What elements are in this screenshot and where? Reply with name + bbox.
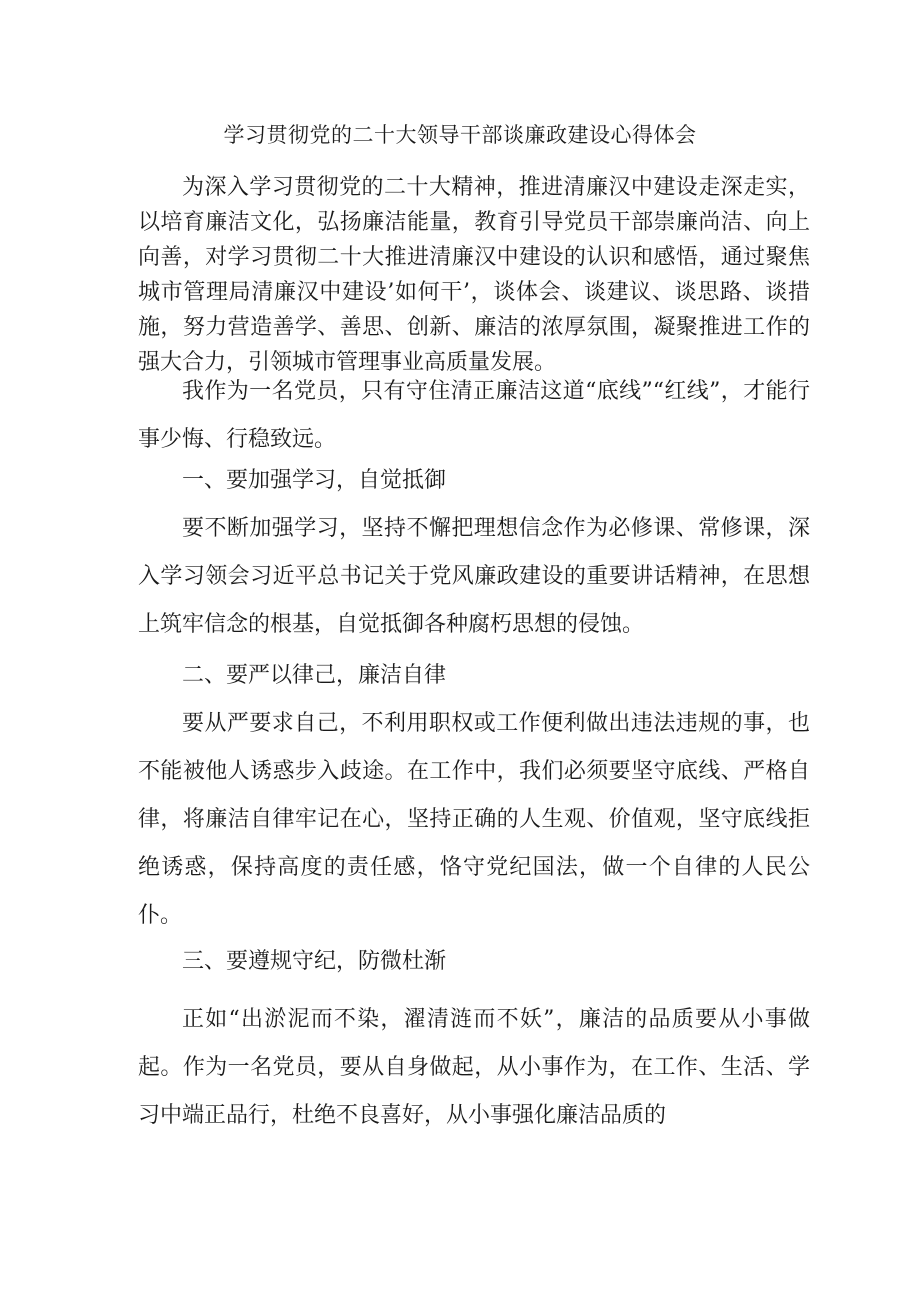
document-title: 学习贯彻党的二十大领导干部谈廉政建设心得体会: [223, 123, 697, 147]
body-paragraph-3: 要从严要求自己，不利用职权或工作便利做出违法违规的事，也不能被他人诱惑步入歧途。在工作中，我们必须要坚守底线、严格自律，将廉洁自律牢记在心，坚持正确的人生观、价值观，坚守底线拒绝诱惑，保持高度的责任感，恪守党纪国法，做一个自律的人民公仆。: [138, 711, 810, 928]
body-paragraph-4: 正如“出淤泥而不染，濯清涟而不妖”，廉洁的品质要从小事做起。作为一名党员，要从自身做起，从小事作为，在工作、生活、学习中端正品行，杜绝不良喜好，从小事强化廉洁品质的: [138, 1007, 810, 1128]
body-paragraph-2: 要不断加强学习，坚持不懈把理想信念作为必修课、常修课，深入学习领会习近平总书记关于党风廉政建设的重要讲话精神，在思想上筑牢信念的根基，自觉抵御各种腐朽思想的侵蚀。: [138, 516, 810, 637]
section-heading-3: 三、要遵规守纪，防微杜渐: [182, 949, 447, 974]
intro-paragraph: 为深入学习贯彻党的二十大精神，推进清廉汉中建设走深走实，以培育廉洁文化，弘扬廉洁能量，教育引导党员干部崇廉尚洁、向上向善，对学习贯彻二十大推进清廉汉中建设的认识和感悟，通过聚焦城市管理局清廉汉中建设’如何干’，谈体会、谈建议、谈思路、谈措施，努力营造善学、善思、创新、廉洁的浓厚氛围，凝聚推进工作的强大合力，引领城市管理事业高质量发展。: [138, 175, 810, 375]
section-heading-1: 一、要加强学习，自觉抵御: [182, 468, 447, 493]
body-paragraph-1: 我作为一名党员，只有守住清正廉洁这道“底线”“红线”，才能行事少悔、行稳致远。: [138, 379, 810, 452]
section-heading-2: 二、要严以律己，廉洁自律: [182, 663, 447, 688]
